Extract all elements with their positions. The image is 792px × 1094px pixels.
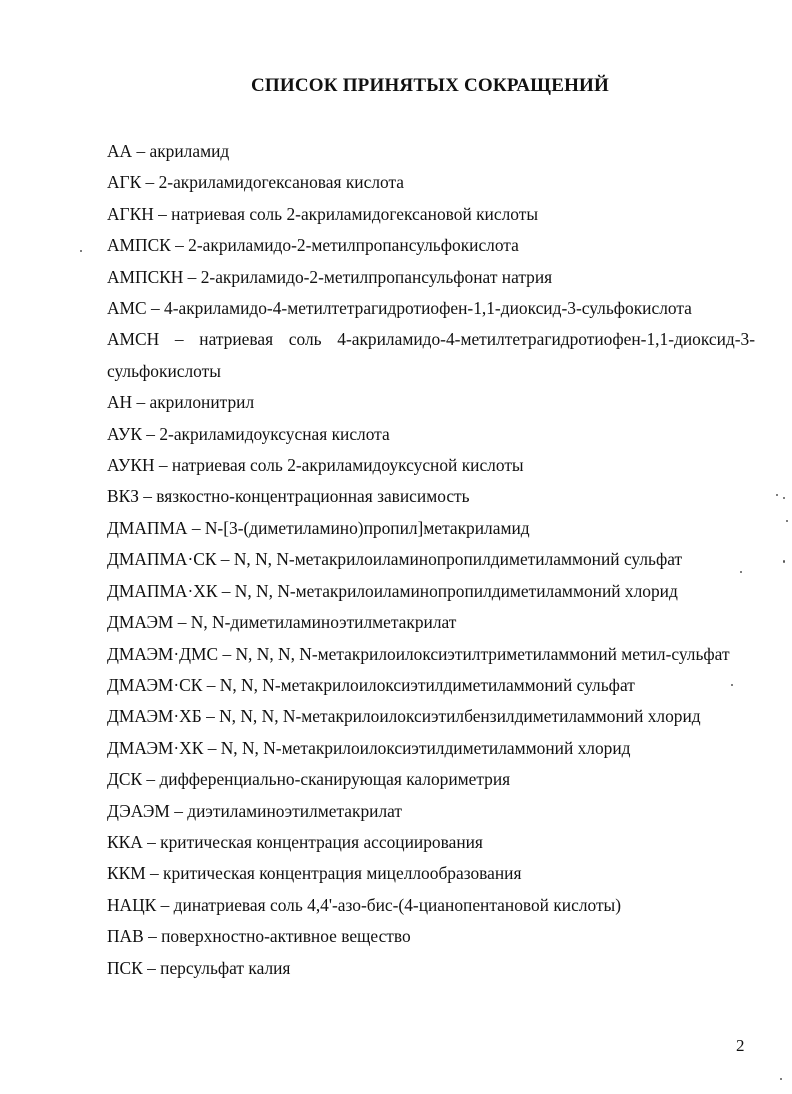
- page-title: СПИСОК ПРИНЯТЫХ СОКРАЩЕНИЙ: [250, 75, 610, 96]
- page-number: 2: [736, 1036, 745, 1055]
- abbreviation-entry: ДСК – дифференциально-сканирующая калориметрия: [107, 769, 511, 790]
- abbreviation-entry: АА – акриламид: [107, 141, 230, 161]
- abbreviation-entry: АУК – 2-акриламидоуксусная кислота: [107, 423, 390, 444]
- scan-speck: [80, 250, 82, 252]
- scan-speck: [786, 520, 788, 522]
- abbreviation-entry: ДМАЭМ·ДМС – N, N, N, N-метакрилоилоксиэтилтриметиламмоний метил-сульфат: [107, 643, 730, 664]
- abbreviation-entry: АМСН – натриевая соль 4-акриламидо-4-метилтетрагидротиофен-1,1-диоксид-3-сульфокислоты: [107, 329, 755, 381]
- abbreviation-entry: ДМАПМА – N-[3-(диметиламино)пропил]метакриламид: [107, 517, 530, 538]
- abbreviation-entry: ККМ – критическая концентрация мицеллообразования: [107, 863, 522, 884]
- abbreviation-entry: ДМАПМА·ХК – N, N, N-метакрилоиламинопропилдиметиламмоний хлорид: [107, 580, 678, 601]
- scan-speck: [740, 571, 742, 573]
- abbreviation-entry: АГКН – натриевая соль 2-акриламидогексановой кислоты: [107, 203, 539, 224]
- abbreviation-entry: ДМАПМА·СК – N, N, N-метакрилоиламинопропилдиметиламмоний сульфат: [107, 549, 683, 570]
- abbreviation-entry: АГК – 2-акриламидогексановая кислота: [107, 172, 404, 193]
- abbreviation-entry: НАЦК – динатриевая соль 4,4'-азо-бис-(4-цианопентановой кислоты): [107, 894, 622, 915]
- abbreviation-entry: ДМАЭМ – N, N-диметиламиноэтилметакрилат: [107, 612, 457, 633]
- abbreviation-entry: ПСК – персульфат калия: [107, 957, 291, 978]
- scan-speck: [731, 684, 733, 686]
- abbreviation-entry: АМПСКН – 2-акриламидо-2-метилпропансульфонат натрия: [107, 266, 553, 287]
- scan-speck: [783, 560, 785, 563]
- abbreviation-entry: АН – акрилонитрил: [107, 392, 255, 413]
- abbreviation-entry: ПАВ – поверхностно-активное вещество: [107, 926, 411, 947]
- scan-speck: [776, 494, 778, 496]
- abbreviation-entry: ДМАЭМ·ХБ – N, N, N, N-метакрилоилоксиэтилбензилдиметиламмоний хлорид: [107, 706, 701, 727]
- abbreviation-entry: АМПСК – 2-акриламидо-2-метилпропансульфокислота: [107, 235, 519, 256]
- scan-speck: [783, 497, 785, 499]
- abbreviation-entry: АМС – 4-акриламидо-4-метилтетрагидротиофен-1,1-диоксид-3-сульфокислота: [107, 298, 692, 319]
- abbreviation-entry: ДЭАЭМ – диэтиламиноэтилметакрилат: [107, 800, 402, 821]
- abbreviation-list: [107, 136, 755, 984]
- abbreviation-entry: АУКН – натриевая соль 2-акриламидоуксусной кислоты: [107, 455, 524, 476]
- scan-speck: [780, 1078, 782, 1080]
- abbreviation-entry: ККА – критическая концентрация ассоциирования: [107, 831, 483, 852]
- abbreviation-entry: ВКЗ – вязкостно-концентрационная зависимость: [107, 486, 470, 507]
- abbreviation-entry: ДМАЭМ·СК – N, N, N-метакрилоилоксиэтилдиметиламмоний сульфат: [107, 674, 635, 695]
- abbreviation-entry: ДМАЭМ·ХК – N, N, N-метакрилоилоксиэтилдиметиламмоний хлорид: [107, 737, 631, 758]
